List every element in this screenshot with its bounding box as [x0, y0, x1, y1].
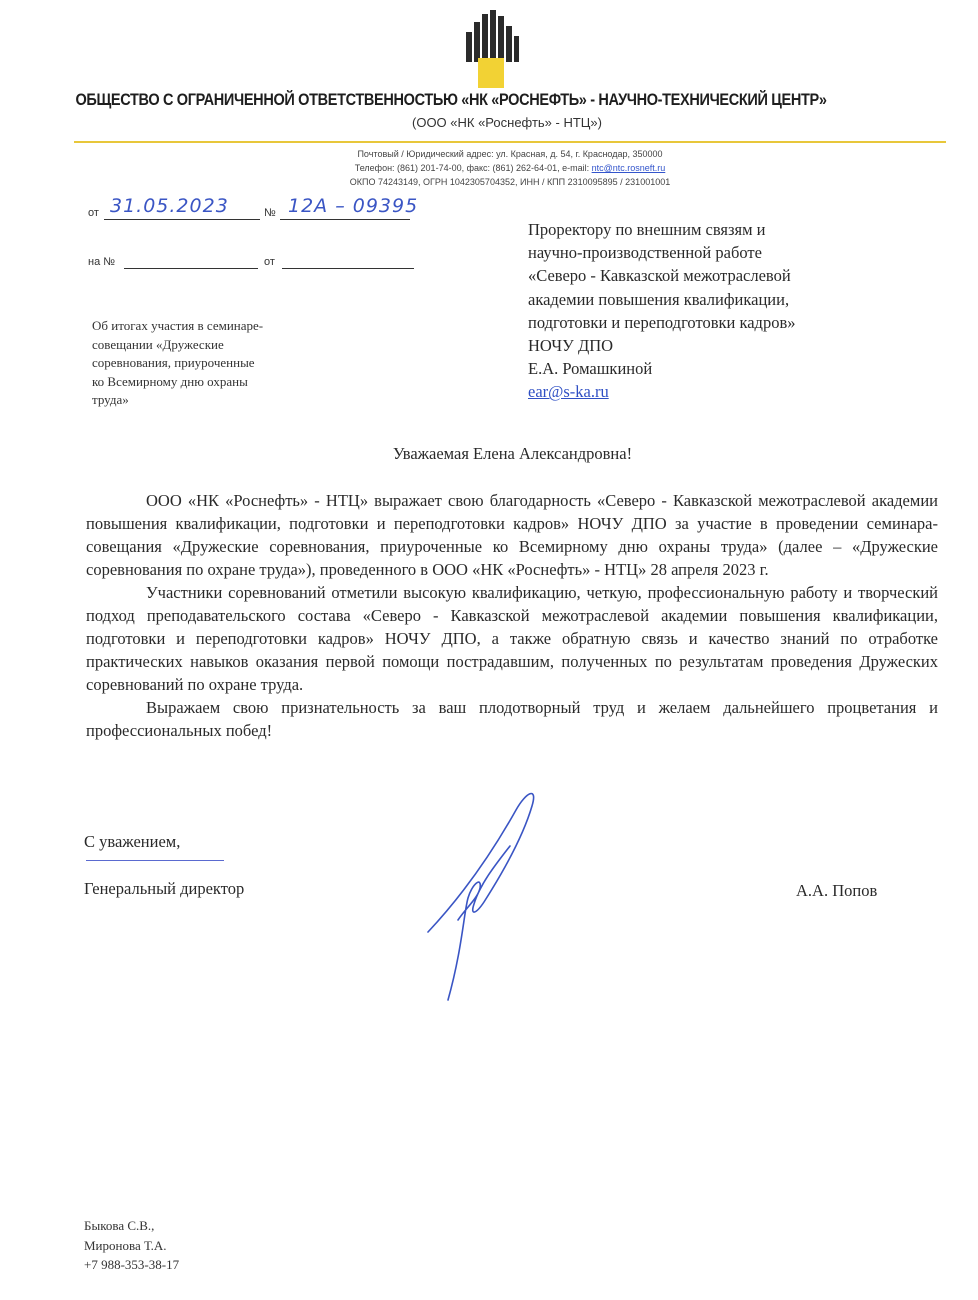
body-paragraph: ООО «НК «Роснефть» - НТЦ» выражает свою благодарность «Северо - Кавказской межотраслевой академии повышения квалификации, подготовки и переподготовки кадров» НОЧУ ДПО за участие в проведении семинара-совещания «Дружеские соревнования, приуроченные ко Всемирному дню охраны труда» (далее – «Дружеские соревнования по охране труда»), проведенного в ООО «НК «Роснефть» - НТЦ» 28 апреля 2023 г.: [86, 491, 938, 579]
body-paragraph: Участники соревнований отметили высокую квалификацию, четкую, профессиональную работу и творческий подход преподавательского состава «Северо - Кавказской межотраслевой академии повышения квалификации, подготовки и переподготовки кадров» НОЧУ ДПО, а также обратную связь и качество знаний по отработке практических навыков оказания первой помощи пострадавшим, полученных по результатам проведения Дружеских соревнований по охране труда.: [86, 583, 938, 694]
organization-name: ОБЩЕСТВО С ОГРАНИЧЕННОЙ ОТВЕТСТВЕННОСТЬЮ «НК «РОСНЕФТЬ» - НАУЧНО-ТЕХНИЧЕСКИЙ ЦЕНТР»: [75, 91, 827, 109]
outgoing-date: 31.05.2023: [110, 195, 229, 217]
subject-line: соревнования, приуроченные: [92, 355, 255, 370]
date-line: [104, 219, 260, 220]
body-paragraph: Выражаем свою признательность за ваш плодотворный труд и желаем дальнейшего процветания и профессиональных побед!: [86, 698, 938, 740]
subject-line: совещании «Дружеские: [92, 336, 224, 352]
subject-line: труда»: [92, 392, 129, 407]
in-reply-date-line: [282, 268, 414, 269]
handwritten-signature-icon: [418, 780, 548, 1010]
footer-line: Миронова Т.А.: [84, 1237, 167, 1253]
in-reply-line: [124, 268, 258, 269]
footer-line: +7 988-353-38-17: [84, 1257, 180, 1272]
subject-line: Об итогах участия в семинаре-: [92, 318, 264, 333]
signer-name: А.А. Попов: [796, 881, 878, 900]
addressee-line: Проректору по внешним связям и: [528, 220, 766, 239]
closing-underline: [86, 860, 224, 861]
number-line: [280, 219, 410, 220]
organization-short-name: (ООО «НК «Роснефть» - НТЦ»): [412, 115, 602, 130]
phone-fax-email: Телефон: (861) 201-74-00, факс: (861) 262-64-01, e-mail: ntc@ntc.rosneft.ru: [354, 163, 666, 173]
in-reply-from-label: от: [264, 256, 275, 268]
letter-body: [86, 489, 938, 742]
addressee-line: НОЧУ ДПО: [528, 336, 614, 356]
registry-codes: ОКПО 74243149, ОГРН 1042305704352, ИНН / КПП 2310095895 / 231001001: [349, 177, 671, 187]
closing-regards: С уважением,: [84, 832, 181, 851]
addressee-block: [528, 218, 908, 404]
header-divider: [74, 141, 946, 143]
organization-email-link[interactable]: ntc@ntc.rosneft.ru: [591, 163, 666, 173]
letter-subject: [92, 317, 332, 410]
executor-contacts: [84, 1216, 179, 1275]
addressee-line: Е.А. Ромашкиной: [528, 359, 653, 379]
subject-line: ко Всемирному дню охраны: [92, 373, 248, 389]
addressee-line: академии повышения квалификации,: [528, 289, 790, 309]
addressee-email-link[interactable]: ear@s-ka.ru: [528, 382, 609, 402]
outgoing-number: 12А – 09395: [288, 195, 419, 217]
footer-line: Быкова С.В.,: [84, 1218, 155, 1233]
addressee-line: «Северо - Кавказской межотраслевой: [528, 266, 791, 286]
greeting: Уважаемая Елена Александровна!: [392, 444, 633, 463]
addressee-line: подготовки и переподготовки кадров»: [528, 312, 796, 332]
rosneft-logo-icon: [462, 8, 520, 88]
number-label: №: [264, 207, 276, 219]
postal-address: Почтовый / Юридический адрес: ул. Красная, д. 54, г. Краснодар, 350000: [357, 149, 663, 159]
date-label: от: [88, 207, 99, 219]
signer-position: Генеральный директор: [84, 879, 245, 898]
addressee-line: научно-производственной работе: [528, 243, 762, 263]
in-reply-label: на №: [88, 256, 116, 268]
